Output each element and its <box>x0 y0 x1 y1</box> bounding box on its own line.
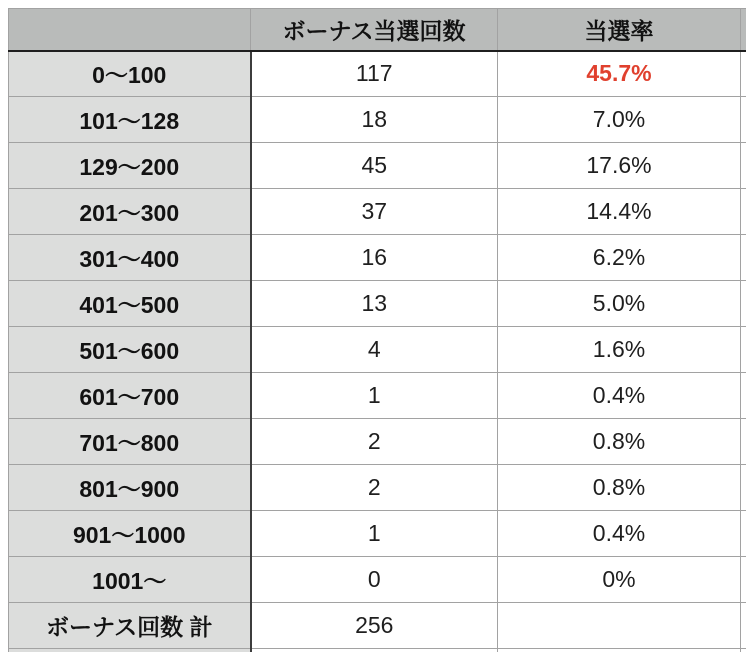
table-row <box>9 51 746 97</box>
count-cell: 2 <box>251 465 498 511</box>
range-cell: 701〜800 <box>9 419 251 465</box>
table-row <box>9 97 746 143</box>
table-row <box>9 419 746 465</box>
table-row <box>9 557 746 603</box>
rate-cell: 0.8% <box>498 465 741 511</box>
rate-cell-highlighted: 45.7% <box>498 51 741 97</box>
table-row <box>9 511 746 557</box>
table-row <box>9 281 746 327</box>
clipped-cell <box>741 281 746 327</box>
rate-cell: 0.4% <box>498 511 741 557</box>
header-bonus-count: ボーナス当選回数 <box>251 9 498 51</box>
bonus-stats-table <box>8 8 746 652</box>
clipped-cell <box>741 373 746 419</box>
table-row-clipped <box>9 649 746 652</box>
clipped-cell <box>741 465 746 511</box>
rate-cell: 1.6% <box>498 327 741 373</box>
rate-cell: 7.0% <box>498 97 741 143</box>
clipped-cell <box>741 511 746 557</box>
total-count-cell: 256 <box>251 603 498 649</box>
count-cell: 0 <box>251 557 498 603</box>
header-row <box>9 9 746 51</box>
rate-cell: 5.0% <box>498 281 741 327</box>
range-cell: 801〜900 <box>9 465 251 511</box>
header-clipped-column <box>741 9 746 51</box>
range-cell: 401〜500 <box>9 281 251 327</box>
count-cell: 18 <box>251 97 498 143</box>
rate-cell: 14.4% <box>498 189 741 235</box>
rate-cell: 17.6% <box>498 143 741 189</box>
table-row <box>9 465 746 511</box>
count-cell: 117 <box>251 51 498 97</box>
clipped-cell <box>741 51 746 97</box>
rate-cell: 0% <box>498 557 741 603</box>
range-cell: 201〜300 <box>9 189 251 235</box>
clipped-cell <box>741 143 746 189</box>
clipped-cell <box>741 97 746 143</box>
range-cell: 501〜600 <box>9 327 251 373</box>
rate-cell: 0.4% <box>498 373 741 419</box>
clipped-cell <box>741 649 746 652</box>
table-row <box>9 189 746 235</box>
clipped-cell <box>741 557 746 603</box>
clipped-cell <box>741 419 746 465</box>
count-cell: 16 <box>251 235 498 281</box>
clipped-cell <box>741 327 746 373</box>
range-cell: 0〜100 <box>9 51 251 97</box>
range-cell: 101〜128 <box>9 97 251 143</box>
count-cell: 4 <box>251 327 498 373</box>
clipped-rate-cell <box>498 649 741 652</box>
count-cell: 13 <box>251 281 498 327</box>
clipped-cell <box>741 235 746 281</box>
rate-cell: 6.2% <box>498 235 741 281</box>
clipped-cell <box>741 189 746 235</box>
table-row <box>9 373 746 419</box>
rate-cell: 0.8% <box>498 419 741 465</box>
total-label-cell: ボーナス回数 計 <box>9 603 251 649</box>
count-cell: 45 <box>251 143 498 189</box>
range-cell: 301〜400 <box>9 235 251 281</box>
clipped-count-cell <box>251 649 498 652</box>
range-cell: 901〜1000 <box>9 511 251 557</box>
table-row-total <box>9 603 746 649</box>
count-cell: 1 <box>251 511 498 557</box>
range-cell: 129〜200 <box>9 143 251 189</box>
clipped-range-cell <box>9 649 251 652</box>
count-cell: 1 <box>251 373 498 419</box>
total-rate-cell <box>498 603 741 649</box>
bonus-stats-table-wrap <box>8 8 746 652</box>
table-row <box>9 327 746 373</box>
clipped-cell <box>741 603 746 649</box>
header-win-rate: 当選率 <box>498 9 741 51</box>
table-row <box>9 143 746 189</box>
count-cell: 2 <box>251 419 498 465</box>
range-cell: 1001〜 <box>9 557 251 603</box>
table-row <box>9 235 746 281</box>
header-range <box>9 9 251 51</box>
count-cell: 37 <box>251 189 498 235</box>
range-cell: 601〜700 <box>9 373 251 419</box>
